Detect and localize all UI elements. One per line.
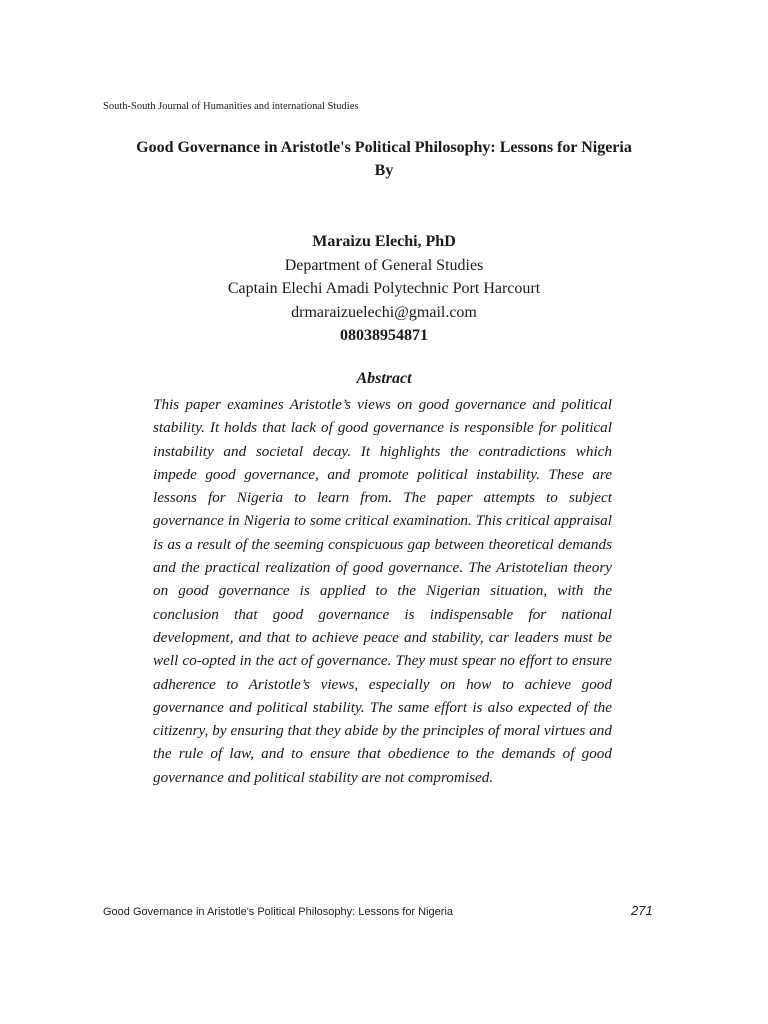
abstract-body: This paper examines Aristotle’s views on good governance and political stability. It holds that lack of good governance is responsible for political instability and societal decay. It highlights the contradictions which impede good governance, and promote political instability. These are lessons for Nigeria to learn from. The paper attempts to subject governance in Nigeria to some critical examination. This critical appraisal is as a result of the seeming conspicuous gap between theoretical demands and the practical realization of good governance. The Aristotelian theory on good governance is applied to the Nigerian situation, with the conclusion that good governance is indispensable for national development, and that to achieve peace and stability, car leaders must be well co-opted in the act of governance. They must spear no effort to ensure adherence to Aristotle’s views, especially on how to achieve good governance and political stability. The same effort is also expected of the citizenry, by ensuring that they abide by the principles of moral virtues and the rule of law, and to ensure that obedience to the demands of good governance and political stability are not compromised. (153, 396, 612, 786)
author-email: drmaraizuelechi@gmail.com (291, 303, 477, 321)
running-head: South-South Journal of Humanities and international Studies (103, 101, 359, 112)
author-block (100, 230, 668, 348)
title-block (100, 136, 668, 182)
author-name: Maraizu Elechi, PhD (312, 233, 456, 250)
abstract-heading: Abstract (356, 370, 412, 387)
by-line: By (374, 162, 394, 179)
author-department: Department of General Studies (284, 256, 484, 274)
paper-title: Good Governance in Aristotle's Political Philosophy: Lessons for Nigeria (136, 139, 632, 156)
author-phone: 08038954871 (340, 327, 428, 344)
author-institution: Captain Elechi Amadi Polytechnic Port Harcourt (227, 280, 541, 297)
footer-title: Good Governance in Aristotle's Political Philosophy: Lessons for Nigeria (103, 906, 454, 918)
page-number: 271 (631, 903, 653, 918)
